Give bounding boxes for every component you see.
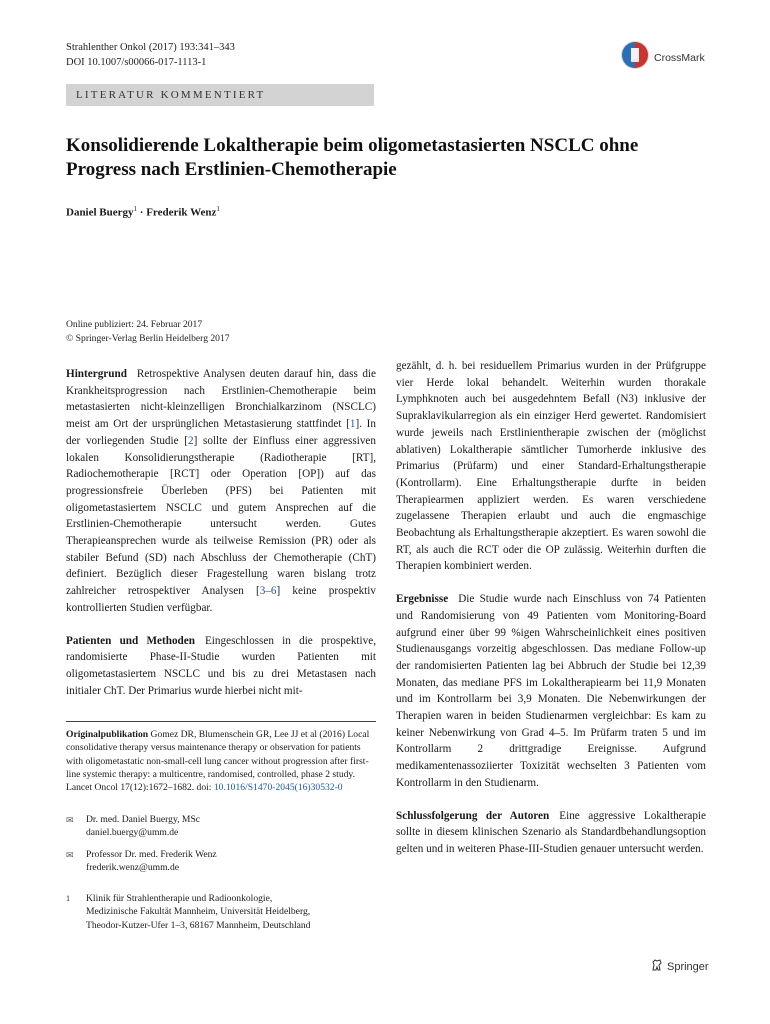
right-column [396, 358, 706, 874]
copyright: © Springer-Verlag Berlin Heidelberg 2017 [66, 332, 230, 344]
paragraph-text: Eingeschlossen in die prospektive, randomisierte Phase-II-Studie wurden Patienten mit oligometastasiertem NSCLC und bis zu drei Metastasen nach initialer ChT. Der Primarius wurde hierbei nicht mit- [66, 634, 376, 697]
crossmark-badge[interactable] [620, 40, 705, 75]
online-date: Online publiziert: 24. Februar 2017 [66, 319, 203, 330]
contact-email[interactable]: frederik.wenz@umm.de [86, 862, 180, 874]
author-name: Daniel Buergy [66, 206, 134, 219]
affiliation-number: 1 [66, 894, 70, 903]
author-affiliation-marker: 1 [216, 205, 220, 213]
journal-doi: DOI 10.1007/s00066-017-1113-1 [66, 57, 207, 68]
body-paragraph [396, 591, 706, 791]
original-doi-link[interactable]: 10.1016/S1470-2045(16)30532-0 [213, 782, 343, 794]
paragraph-text: ]. In der vorliegenden Studie [ [66, 418, 377, 447]
contact-name: Professor Dr. med. Frederik Wenz [86, 849, 217, 860]
body-paragraph [66, 633, 376, 700]
paragraph-heading: Schlussfolgerung der Autoren [396, 809, 550, 822]
contact-entry [66, 813, 200, 840]
original-publication-text: Gomez DR, Blumenschein GR, Lee JJ et al (2016) Local consolidative therapy versus maintenance therapy or observation for patients with oligometastatic non-small-cell lung cancer without progression after first-line systemic therapy: a multicentre, randomised, controlled, phase 2 study. Lancet Oncol 17(12):1672–1682. doi: [66, 729, 370, 794]
original-publication [66, 728, 376, 794]
body-paragraph [396, 358, 706, 575]
contact-entry [66, 848, 217, 875]
paragraph-text: Die Studie wurde nach Einschluss von 74 Patienten und Randomisierung von 49 Patienten vom Monitoring-Board aufgrund einer über 99 %igen Wahrscheinlichkeit eines positiven Studienausgangs vorzeitig abgeschlossen. Das mediane Follow-up der randomisierten Patienten lag bei Abbruch der Studie bei 12,39 Monaten, das mediane PFS im Lokaltherapiearm bei 11,9 Monaten und im Kontrollarm bei 3,9 Monaten. Die Nebenwirkungen der Therapien waren in beiden Studienarmen vergleichbar: Es kam zu keiner Nebenwirkung von Grad 4–5. Im Prüfarm traten 5 und im Kontrollarm 2 drittgradige Ereignisse. Aufgrund medikamentenassoziierter Toxizität wechselten 3 Patienten vom Kontrollarm in den Studienarm. [396, 593, 706, 789]
journal-meta [66, 40, 235, 70]
affiliation-line: Klinik für Strahlentherapie und Radioonkologie, [86, 893, 273, 904]
body-paragraph [66, 366, 376, 617]
affiliation-line: Medizinische Fakultät Mannheim, Universität Heidelberg, [86, 906, 311, 918]
affiliation [66, 892, 310, 932]
publisher-logo [650, 958, 709, 975]
paragraph-text: Eine aggressive Lokaltherapie sollte in diesem klinischen Szenario als Standardbehandlungsoption gelten und in weiteren Phase-III-Studien genauer untersucht werden. [396, 809, 706, 855]
mail-icon: ✉ [66, 850, 74, 860]
author-separator: · [137, 206, 147, 219]
paragraph-text: gezählt, d. h. bei residuellem Primarius wurden in der Prüfgruppe vier Herde lokal behandelt. Weiterhin wurden thorakale Lymphknoten auch bei ausgedehntem Befall (N3) inklusive der Supraklavikularregion als ein einziger Herd gewertet. Randomisiert wurde jeweils nach Erstlinientherapie zwischen der (möglichst ablativen) Lokaltherapie sämtlicher Tumorherde inklusive des Primarius (Prüfarm) und einer Standard-Erhaltungstherapie (Kontrollarm). Eine Erhaltungstherapie durfte in beiden Therapiearmen appliziert werden. Es waren verschiedene zugelassene Therapien erlaubt und auch die engmaschige Beobachtung als Erhaltungstherapie akzeptiert. Es waren sowohl die RT, als auch die RCT oder die OP zulässig. Weiterhin durften die Therapien kombiniert werden. [396, 360, 706, 573]
paragraph-heading: Patienten und Methoden [66, 634, 195, 647]
body-paragraph [396, 808, 706, 858]
contact-email[interactable]: daniel.buergy@umm.de [86, 827, 179, 839]
divider [66, 721, 376, 722]
reference-link[interactable]: 2 [188, 434, 194, 447]
paragraph-heading: Hintergrund [66, 368, 127, 380]
article-title: Konsolidierende Lokaltherapie beim oligometastasierten NSCLC ohne Progress nach Erstlinien-Chemotherapie [66, 135, 639, 180]
paragraph-text: ] sollte der Einfluss einer aggressiven lokalen Konsolidierungstherapie (Radiotherapie [RT], Radiochemotherapie [RCT] oder Operation [OP]) auf das progressionsfreie Überleben (PFS) bei Patienten mit oligometastasiertem NSCLC und gutem Ansprechen auf die Erstlinien-Chemotherapie untersucht werden. Gutes Therapieansprechen wurde als teilweise Remission (PR) oder als stabiler Befund (SD) nach Abschluss der Chemotherapie (ChT) definiert. Bezüglich dieser Fragestellung waren bislang trotz zahlreicher retrospektiver Analysen [ [66, 434, 376, 598]
left-column [66, 366, 376, 715]
author-name: Frederik Wenz [146, 206, 217, 219]
journal-citation: Strahlenther Onkol (2017) 193:341–343 [66, 42, 235, 53]
author-affiliation-marker: 1 [133, 205, 138, 213]
paragraph-text: ] keine prospektiv kontrollierten Studien verfügbar. [66, 585, 376, 614]
reference-link[interactable]: 1 [349, 418, 356, 431]
crossmark-icon [620, 40, 650, 75]
contact-name: Dr. med. Daniel Buergy, MSc [86, 814, 201, 825]
mail-icon: ✉ [66, 815, 74, 825]
crossmark-label: CrossMark [654, 51, 705, 64]
springer-horse-icon [650, 958, 664, 975]
section-label: LITERATUR KOMMENTIERT [66, 84, 374, 106]
reference-link[interactable]: 3–6 [259, 585, 277, 598]
author-list [66, 205, 220, 219]
publication-info [66, 318, 230, 345]
paragraph-heading: Ergebnisse [396, 593, 449, 606]
original-publication-label: Originalpublikation [66, 729, 149, 740]
affiliation-line: Theodor-Kutzer-Ufer 1–3, 68167 Mannheim, Deutschland [86, 919, 311, 931]
publisher-label: Springer [667, 960, 709, 973]
paragraph-text: Retrospektive Analysen deuten darauf hin, dass die Krankheitsprogression nach Erstlinien-Chemotherapie beim metastasierten nicht-kleinzelligen Bronchialkarzinom (NSCLC) meist am Ort der ursprünglichen Metastasierung stattfindet [ [66, 368, 376, 431]
